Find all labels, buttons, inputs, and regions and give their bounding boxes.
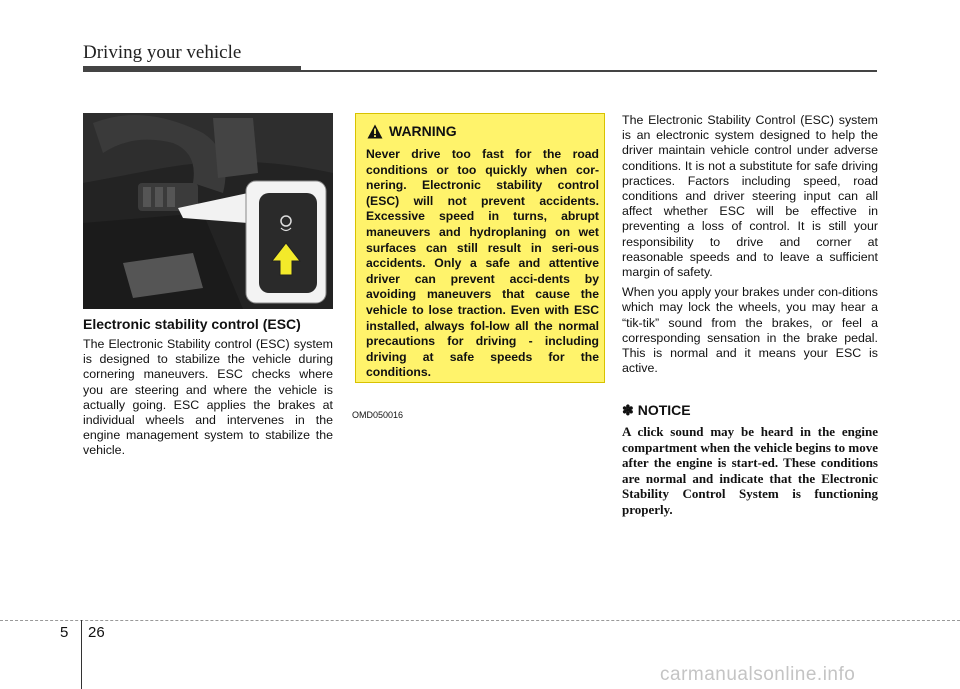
header-rule-thick xyxy=(83,66,301,72)
esc-section-heading: Electronic stability control (ESC) xyxy=(83,316,301,332)
watermark: carmanualsonline.info xyxy=(660,664,856,685)
header-rule-thin xyxy=(301,70,877,72)
figure-code: OMD050016 xyxy=(352,410,404,420)
footer-page-number: 26 xyxy=(88,624,105,641)
footer-chapter-number: 5 xyxy=(60,624,69,641)
footer-divider xyxy=(0,620,960,621)
esc-brake-paragraph: When you apply your brakes under con-ditions which may lock the wheels, you may hear a “tik-tik” sound from the brakes, or feel a corresponding sensation in the brake pedal. This is normal and it means your ESC is active. xyxy=(622,285,878,376)
notice-symbol-icon: ✽ xyxy=(622,402,634,418)
page-header-title: Driving your vehicle xyxy=(83,42,242,63)
warning-text: Never drive too fast for the road conditions or too quickly when cor-nering. Electronic stability control (ESC) will not prevent accidents. Excessive speed in turns, abrupt maneuvers and hydroplaning on wet surfaces can still result in seri-ous accidents. Only a safe and attentive driver can prevent acci-dents by avoiding maneuvers that cause the vehicle to lose traction. Even with ESC installed, always fol-low all the normal precautions for driving - including driving at safe speeds for the conditions. xyxy=(366,147,599,380)
esc-description-paragraph: The Electronic Stability Control (ESC) system is an electronic system designed to help the driver maintain vehicle control under adverse conditions. It is not a substitute for safe driving practices. Factors including speed, road conditions and driver steering input can all affect whether ESC will be effective in preventing a loss of control. It is still your responsibility to drive and corner at reasonable speeds and to leave a sufficient margin of safety. xyxy=(622,113,878,280)
warning-header xyxy=(367,123,457,139)
notice-text: A click sound may be heard in the engine compartment when the vehicle begins to move after the engine is start-ed. These conditions are normal and indicate that the Electronic Stability Control System is functioning properly. xyxy=(622,424,878,517)
right-column xyxy=(622,113,878,381)
footer-vertical-rule xyxy=(81,620,82,689)
notice-heading xyxy=(622,402,691,419)
warning-box xyxy=(355,113,605,383)
warning-triangle-icon xyxy=(367,124,383,139)
warning-label: WARNING xyxy=(389,123,457,139)
esc-intro-paragraph: The Electronic Stability control (ESC) system is designed to stabilize the vehicle during cornering maneuvers. ESC checks where you are steering and where the vehicle is actually going. ESC applies the brakes at individual wheels and intervenes in the engine management system to stabilize the vehicle. xyxy=(83,337,333,458)
notice-label: NOTICE xyxy=(637,402,691,418)
